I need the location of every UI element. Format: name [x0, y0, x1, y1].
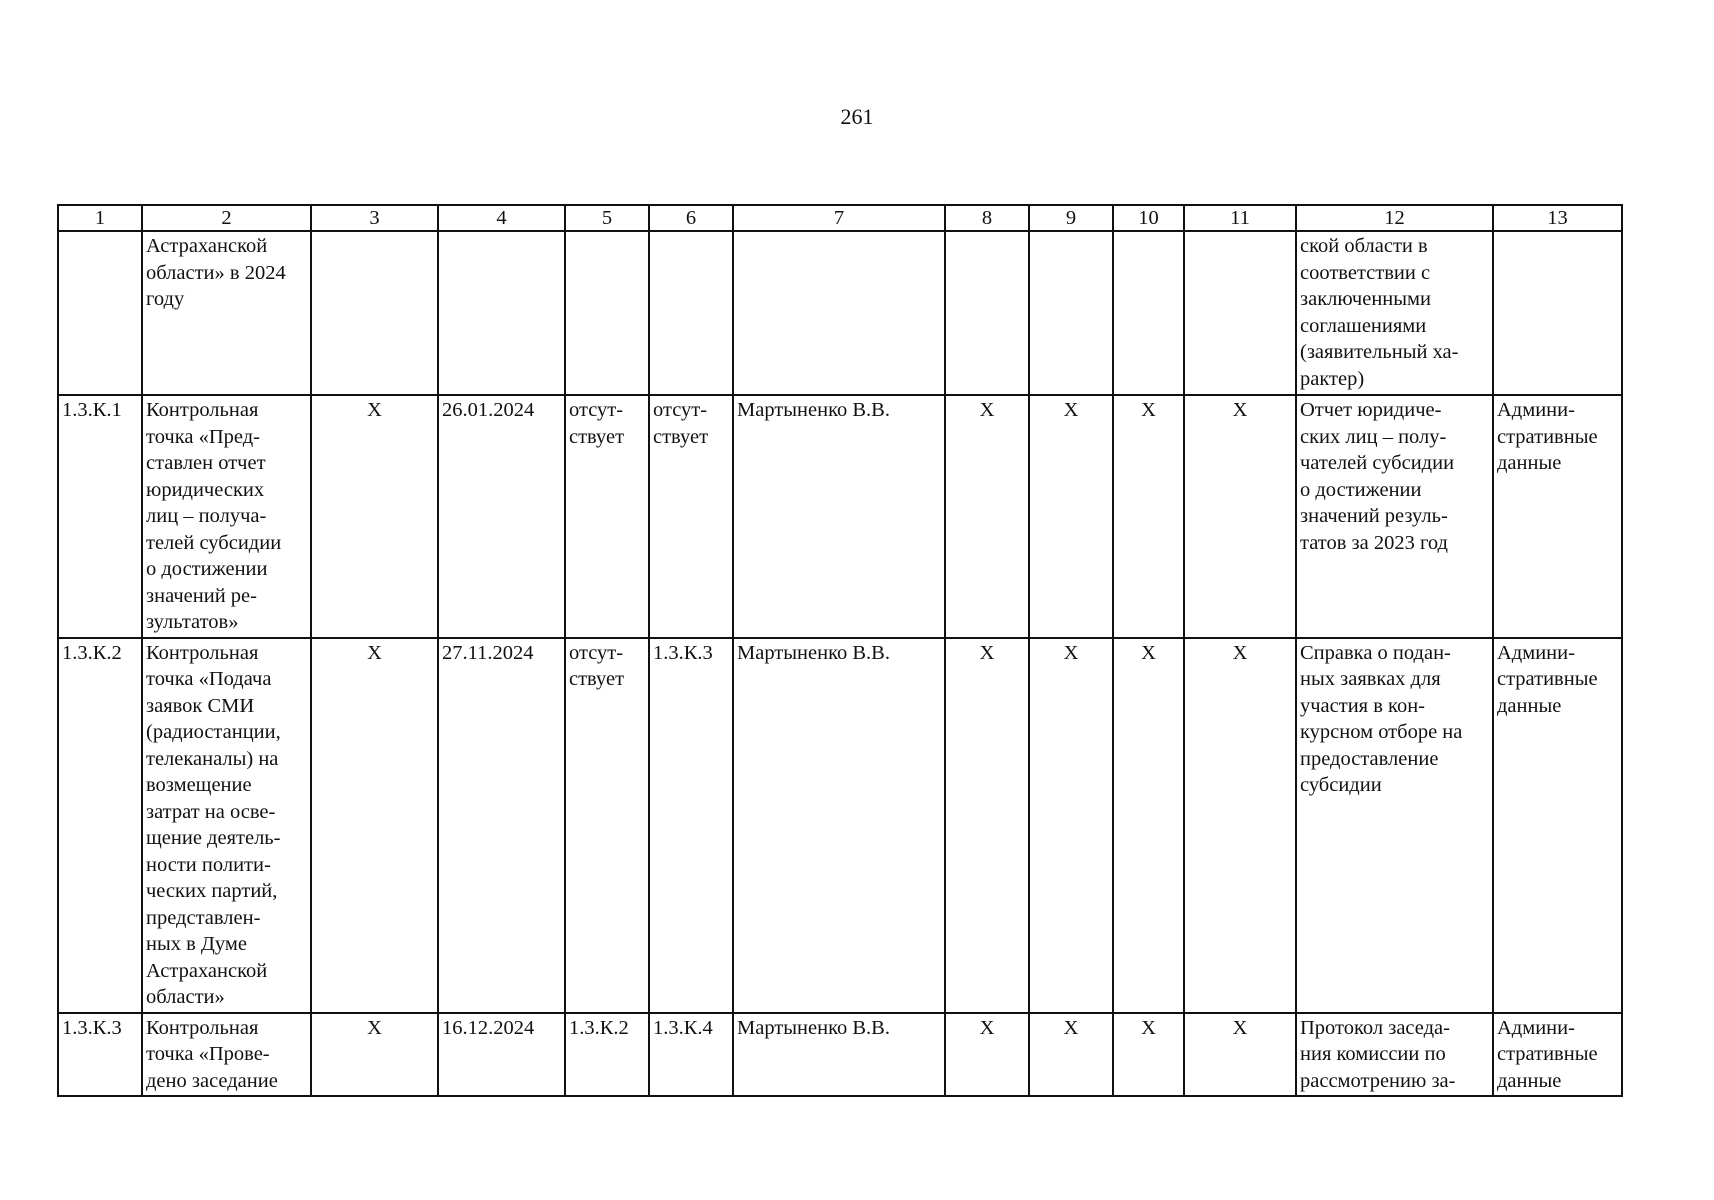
- column-header-6: 6: [649, 205, 733, 231]
- cell-col-12: Протокол заседа- ния комиссии по рассмотрению за-: [1296, 1013, 1493, 1097]
- column-header-8: 8: [945, 205, 1029, 231]
- header-row: [58, 205, 1622, 231]
- column-header-5: 5: [565, 205, 649, 231]
- cell-col-4: 16.12.2024: [438, 1013, 565, 1097]
- cell-col-11: X: [1184, 395, 1296, 638]
- cell-col-9: X: [1029, 638, 1113, 1013]
- row-code-cell: [58, 231, 142, 395]
- cell-col-4: 27.11.2024: [438, 638, 565, 1013]
- cell-col-7: [733, 231, 945, 395]
- table-row: [58, 395, 1622, 638]
- table-row: [58, 638, 1622, 1013]
- column-header-7: 7: [733, 205, 945, 231]
- cell-col-3: X: [311, 1013, 438, 1097]
- cell-col-5: отсут- ствует: [565, 395, 649, 638]
- cell-col-8: X: [945, 638, 1029, 1013]
- row-code-cell: 1.3.К.2: [58, 638, 142, 1013]
- cell-col-5: 1.3.К.2: [565, 1013, 649, 1097]
- cell-col-13: [1493, 231, 1622, 395]
- cell-col-6: отсут- ствует: [649, 395, 733, 638]
- cell-col-10: X: [1113, 1013, 1184, 1097]
- cell-col-9: [1029, 231, 1113, 395]
- cell-col-8: X: [945, 395, 1029, 638]
- column-header-3: 3: [311, 205, 438, 231]
- row-code-cell: 1.3.К.1: [58, 395, 142, 638]
- cell-col-3: [311, 231, 438, 395]
- row-name-cell: Контрольная точка «Подача заявок СМИ (радиостанции, телеканалы) на возмещение затрат на осве- щение деятель- ности полити- ческих партий, представлен- ных в Думе Астраханской области»: [142, 638, 311, 1013]
- table-row: [58, 231, 1622, 395]
- cell-col-10: [1113, 231, 1184, 395]
- cell-col-6: 1.3.К.3: [649, 638, 733, 1013]
- cell-col-11: X: [1184, 1013, 1296, 1097]
- row-name-cell: Контрольная точка «Пред- ставлен отчет юридических лиц – получа- телей субсидии о достижении значений ре- зультатов»: [142, 395, 311, 638]
- cell-col-3: X: [311, 395, 438, 638]
- cell-col-13: Админи- стративные данные: [1493, 395, 1622, 638]
- cell-col-13: Админи- стративные данные: [1493, 638, 1622, 1013]
- column-header-13: 13: [1493, 205, 1622, 231]
- cell-col-6: [649, 231, 733, 395]
- cell-col-12: ской области в соответствии с заключенными соглашениями (заявительный ха- рактер): [1296, 231, 1493, 395]
- column-header-4: 4: [438, 205, 565, 231]
- row-name-cell: Астраханской области» в 2024 году: [142, 231, 311, 395]
- cell-col-11: X: [1184, 638, 1296, 1013]
- cell-col-12: Справка о подан- ных заявках для участия в кон- курсном отборе на предоставление субсидии: [1296, 638, 1493, 1013]
- cell-col-13: Админи- стративные данные: [1493, 1013, 1622, 1097]
- table-row: [58, 1013, 1622, 1097]
- column-header-2: 2: [142, 205, 311, 231]
- column-header-10: 10: [1113, 205, 1184, 231]
- cell-col-8: X: [945, 1013, 1029, 1097]
- column-header-11: 11: [1184, 205, 1296, 231]
- cell-col-10: X: [1113, 395, 1184, 638]
- cell-col-7: Мартыненко В.В.: [733, 395, 945, 638]
- column-header-1: 1: [58, 205, 142, 231]
- row-code-cell: 1.3.К.3: [58, 1013, 142, 1097]
- data-table: [57, 204, 1623, 1097]
- cell-col-9: X: [1029, 395, 1113, 638]
- cell-col-10: X: [1113, 638, 1184, 1013]
- cell-col-4: 26.01.2024: [438, 395, 565, 638]
- cell-col-6: 1.3.К.4: [649, 1013, 733, 1097]
- cell-col-11: [1184, 231, 1296, 395]
- column-header-9: 9: [1029, 205, 1113, 231]
- cell-col-7: Мартыненко В.В.: [733, 1013, 945, 1097]
- row-name-cell: Контрольная точка «Прове- дено заседание: [142, 1013, 311, 1097]
- column-header-12: 12: [1296, 205, 1493, 231]
- cell-col-8: [945, 231, 1029, 395]
- page-number: 261: [840, 104, 874, 129]
- cell-col-5: [565, 231, 649, 395]
- cell-col-5: отсут- ствует: [565, 638, 649, 1013]
- cell-col-7: Мартыненко В.В.: [733, 638, 945, 1013]
- cell-col-4: [438, 231, 565, 395]
- cell-col-12: Отчет юридиче- ских лиц – полу- чателей субсидии о достижении значений резуль- татов за 2023 год: [1296, 395, 1493, 638]
- cell-col-3: X: [311, 638, 438, 1013]
- cell-col-9: X: [1029, 1013, 1113, 1097]
